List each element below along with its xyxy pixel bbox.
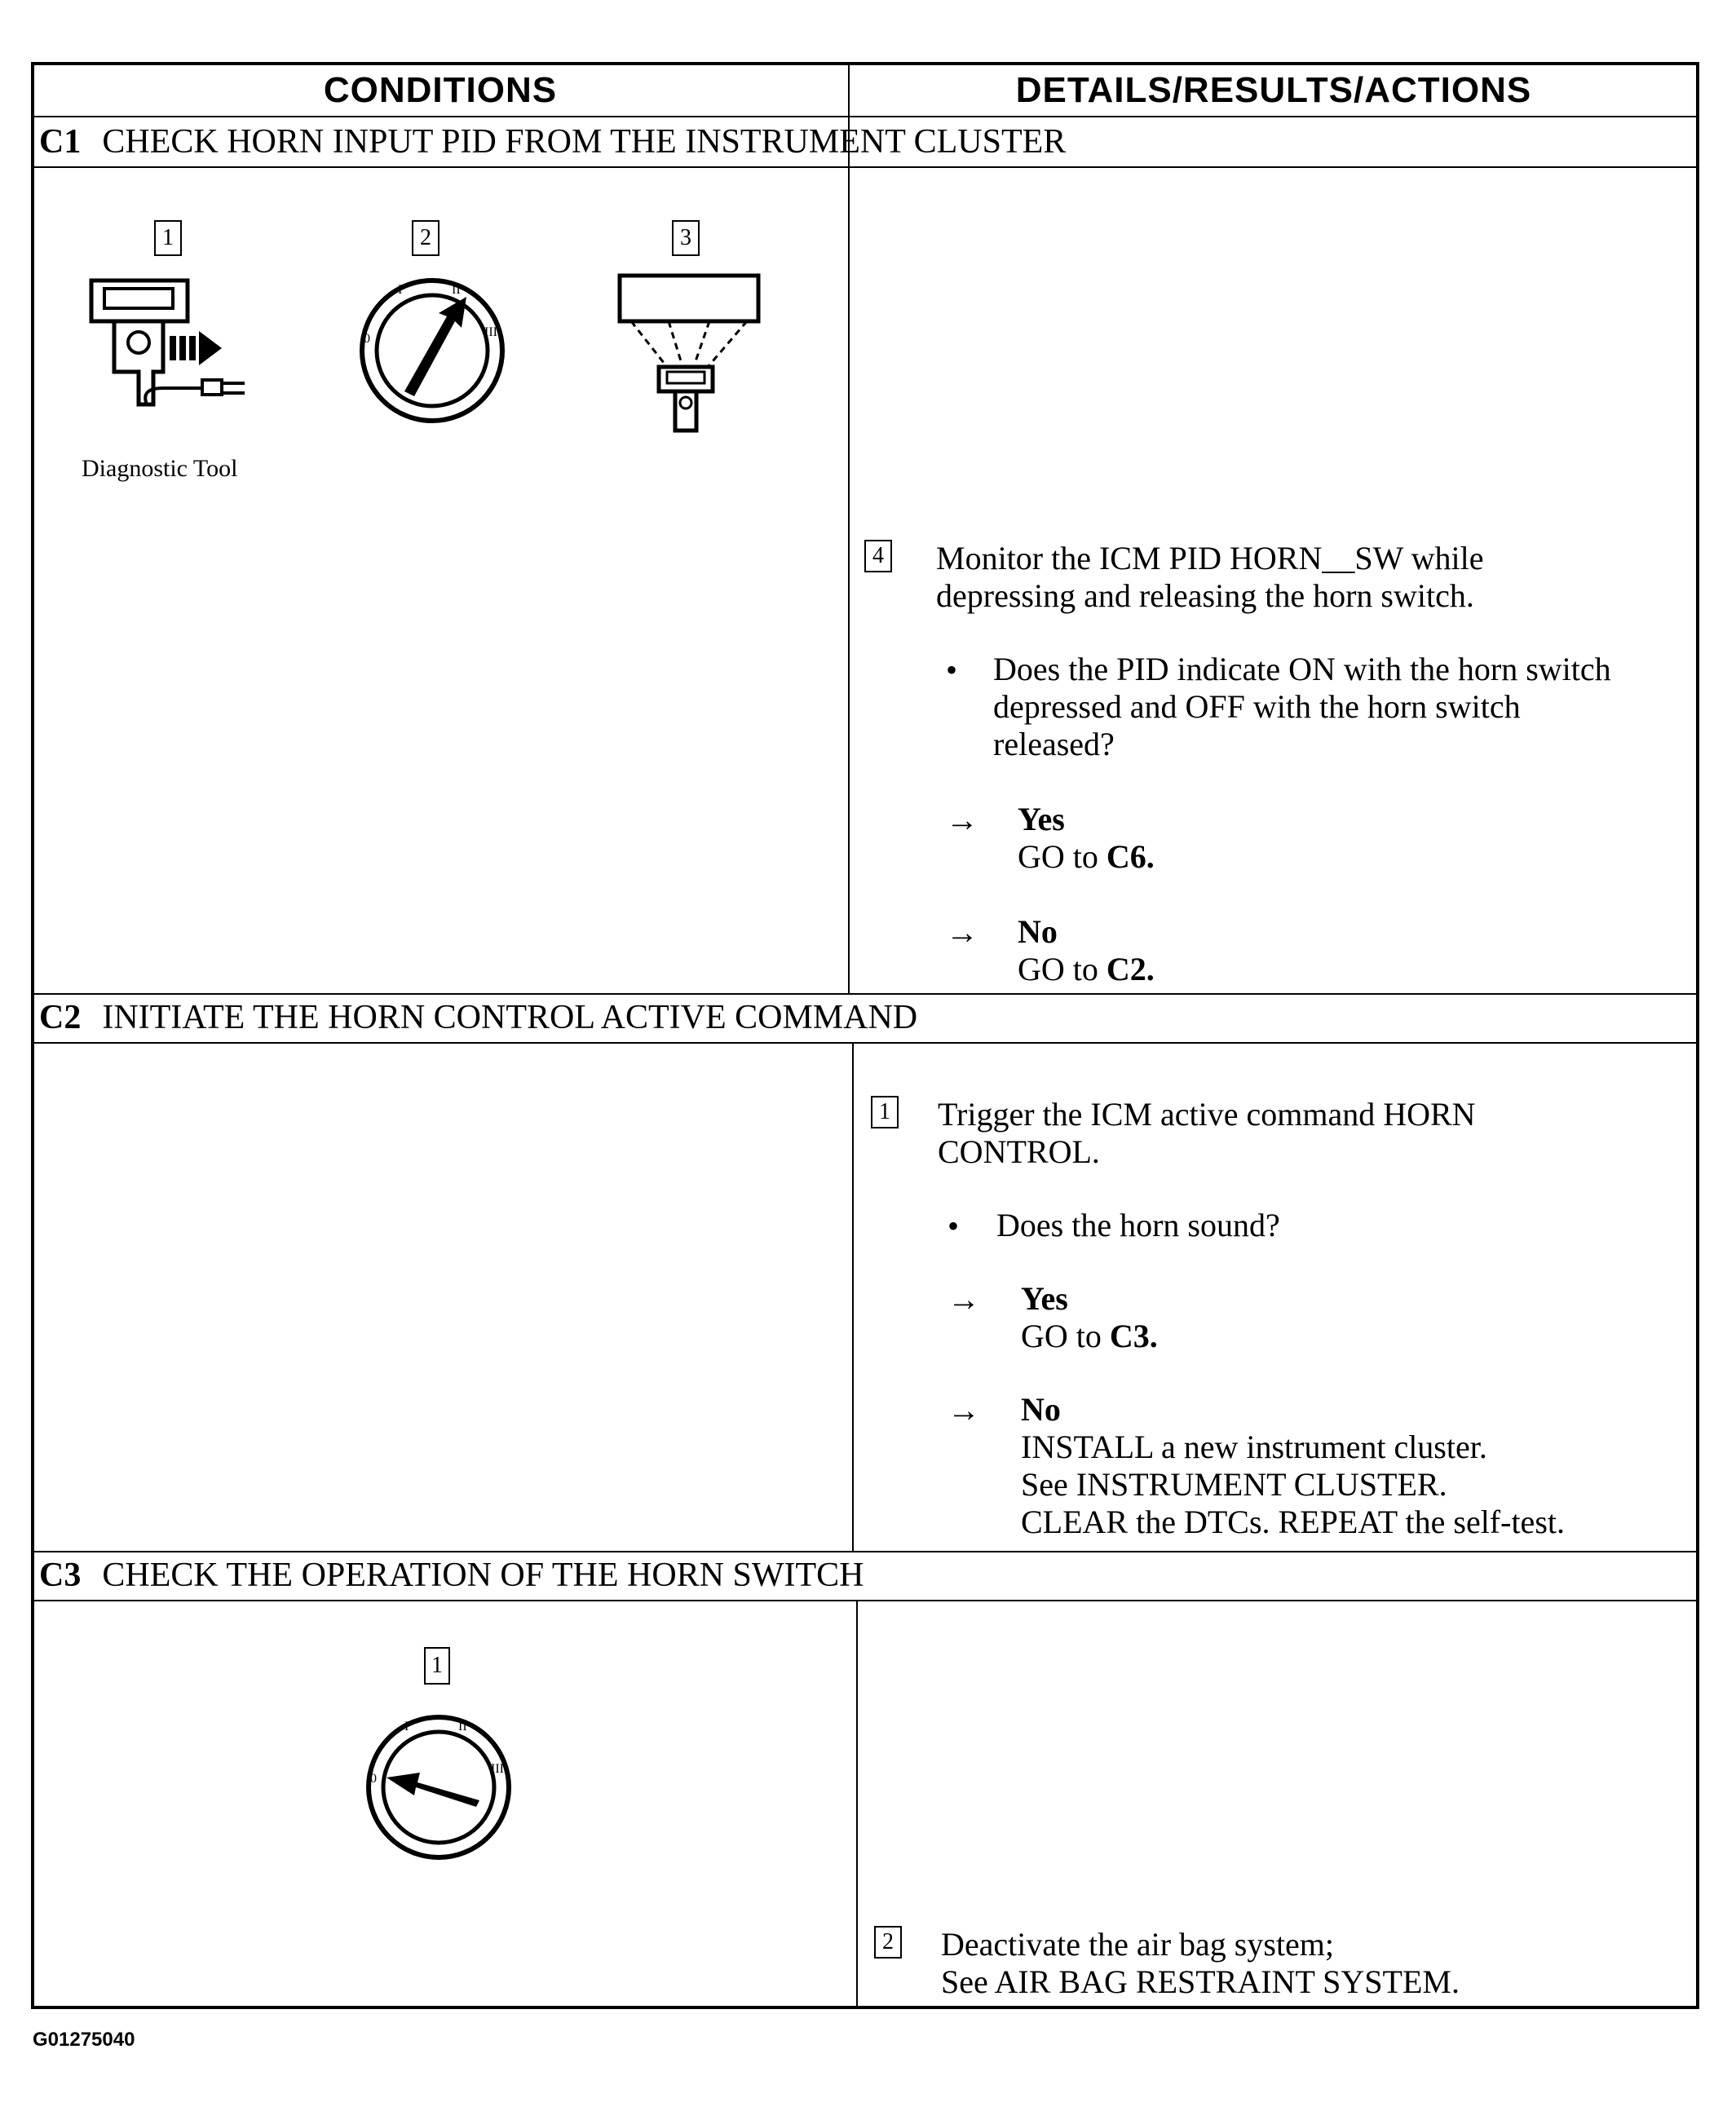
no-action-line: See INSTRUMENT CLUSTER.: [1021, 1466, 1447, 1503]
no-action-line: INSTALL a new instrument cluster.: [1021, 1429, 1487, 1465]
action-box-4: 4: [864, 540, 892, 572]
column-divider: [852, 1042, 854, 1551]
svg-text:I: I: [404, 1720, 409, 1733]
row-divider: [33, 993, 1698, 995]
svg-text:I: I: [398, 283, 403, 297]
yes-action: [1021, 1318, 1158, 1355]
yes-label: Yes: [1021, 1280, 1068, 1317]
column-divider: [848, 64, 850, 993]
figure-box-3: 3: [672, 220, 700, 256]
header-conditions: CONDITIONS: [323, 70, 558, 110]
ignition-switch-icon: [351, 269, 514, 432]
question-line: Does the PID indicate ON with the horn switch: [993, 651, 1611, 687]
no-action-line: CLEAR the DTCs. REPEAT the self-test.: [1021, 1504, 1565, 1540]
row-divider: [33, 116, 1698, 117]
header-details: DETAILS/RESULTS/ACTIONS: [1015, 70, 1532, 110]
no-target-link[interactable]: C2.: [1106, 951, 1155, 987]
step-id: C1: [39, 123, 82, 161]
action-line: Trigger the ICM active command HORN: [938, 1096, 1476, 1133]
action-line: Deactivate the air bag system;: [941, 1926, 1335, 1963]
bullet-icon: •: [948, 1208, 960, 1244]
ignition-switch-off-icon: [357, 1706, 520, 1869]
arrow-icon: →: [948, 1392, 980, 1429]
svg-text:II: II: [458, 1720, 467, 1733]
action-line: CONTROL.: [938, 1133, 1100, 1170]
step-id: C2: [39, 999, 82, 1036]
yes-target-link[interactable]: C6.: [1106, 838, 1155, 875]
step-title: INITIATE THE HORN CONTROL ACTIVE COMMAND: [102, 999, 918, 1036]
svg-text:III: III: [484, 325, 497, 339]
question-line: depressed and OFF with the horn switch: [993, 688, 1521, 725]
bullet-icon: •: [946, 651, 958, 688]
no-label: No: [1018, 913, 1058, 950]
svg-text:0: 0: [370, 1772, 377, 1786]
yes-result: [1018, 801, 1155, 876]
no-result: [1021, 1391, 1565, 1541]
arrow-icon: →: [946, 914, 978, 951]
question-text: Does the horn sound?: [996, 1207, 1280, 1243]
arrow-icon: →: [946, 802, 978, 838]
step-c3-title: [39, 1556, 864, 1595]
yes-result: [1021, 1280, 1158, 1355]
diagnostic-tool-icon: [82, 274, 253, 413]
action-line: Monitor the ICM PID HORN__SW while: [936, 540, 1484, 576]
column-divider: [856, 1600, 858, 2007]
step-title: CHECK HORN INPUT PID FROM THE INSTRUMENT CLUSTER: [102, 123, 1067, 161]
question-line: released?: [993, 726, 1115, 762]
question-text: [993, 651, 1611, 763]
step-id: C3: [39, 1557, 82, 1594]
step-c1-title: [39, 122, 1066, 161]
action-text: [938, 1096, 1476, 1171]
figure-box-2: 2: [412, 220, 440, 256]
step-c2-title: [39, 998, 917, 1037]
svg-text:III: III: [491, 1762, 504, 1776]
action-text: [941, 1926, 1460, 2001]
tool-connection-icon: [603, 272, 766, 435]
row-divider: [33, 166, 1698, 168]
action-line: depressing and releasing the horn switch.: [936, 577, 1474, 614]
yes-prefix: GO to: [1018, 838, 1107, 875]
yes-label: Yes: [1018, 801, 1065, 837]
figure-id: G01275040: [33, 2029, 135, 2051]
action-line: See AIR BAG RESTRAINT SYSTEM.: [941, 1963, 1460, 2000]
arrow-icon: →: [948, 1281, 980, 1318]
yes-action: [1018, 838, 1155, 876]
svg-text:0: 0: [364, 332, 370, 346]
action-box-1: 1: [871, 1096, 899, 1128]
no-prefix: GO to: [1018, 951, 1107, 987]
figure-box-1: 1: [424, 1647, 450, 1685]
action-text: [936, 540, 1483, 615]
no-label: No: [1021, 1391, 1061, 1428]
yes-prefix: GO to: [1021, 1318, 1110, 1354]
yes-target-link[interactable]: C3.: [1109, 1318, 1158, 1354]
svg-text:II: II: [452, 283, 461, 297]
figure-box-1: 1: [154, 220, 182, 256]
figure-caption: Diagnostic Tool: [82, 455, 238, 482]
no-action: [1018, 951, 1155, 988]
no-result: [1018, 913, 1155, 988]
row-divider: [33, 1042, 1698, 1044]
row-divider: [33, 1551, 1698, 1552]
row-divider: [33, 1600, 1698, 1601]
action-box-2: 2: [874, 1926, 902, 1959]
step-title: CHECK THE OPERATION OF THE HORN SWITCH: [102, 1557, 864, 1594]
